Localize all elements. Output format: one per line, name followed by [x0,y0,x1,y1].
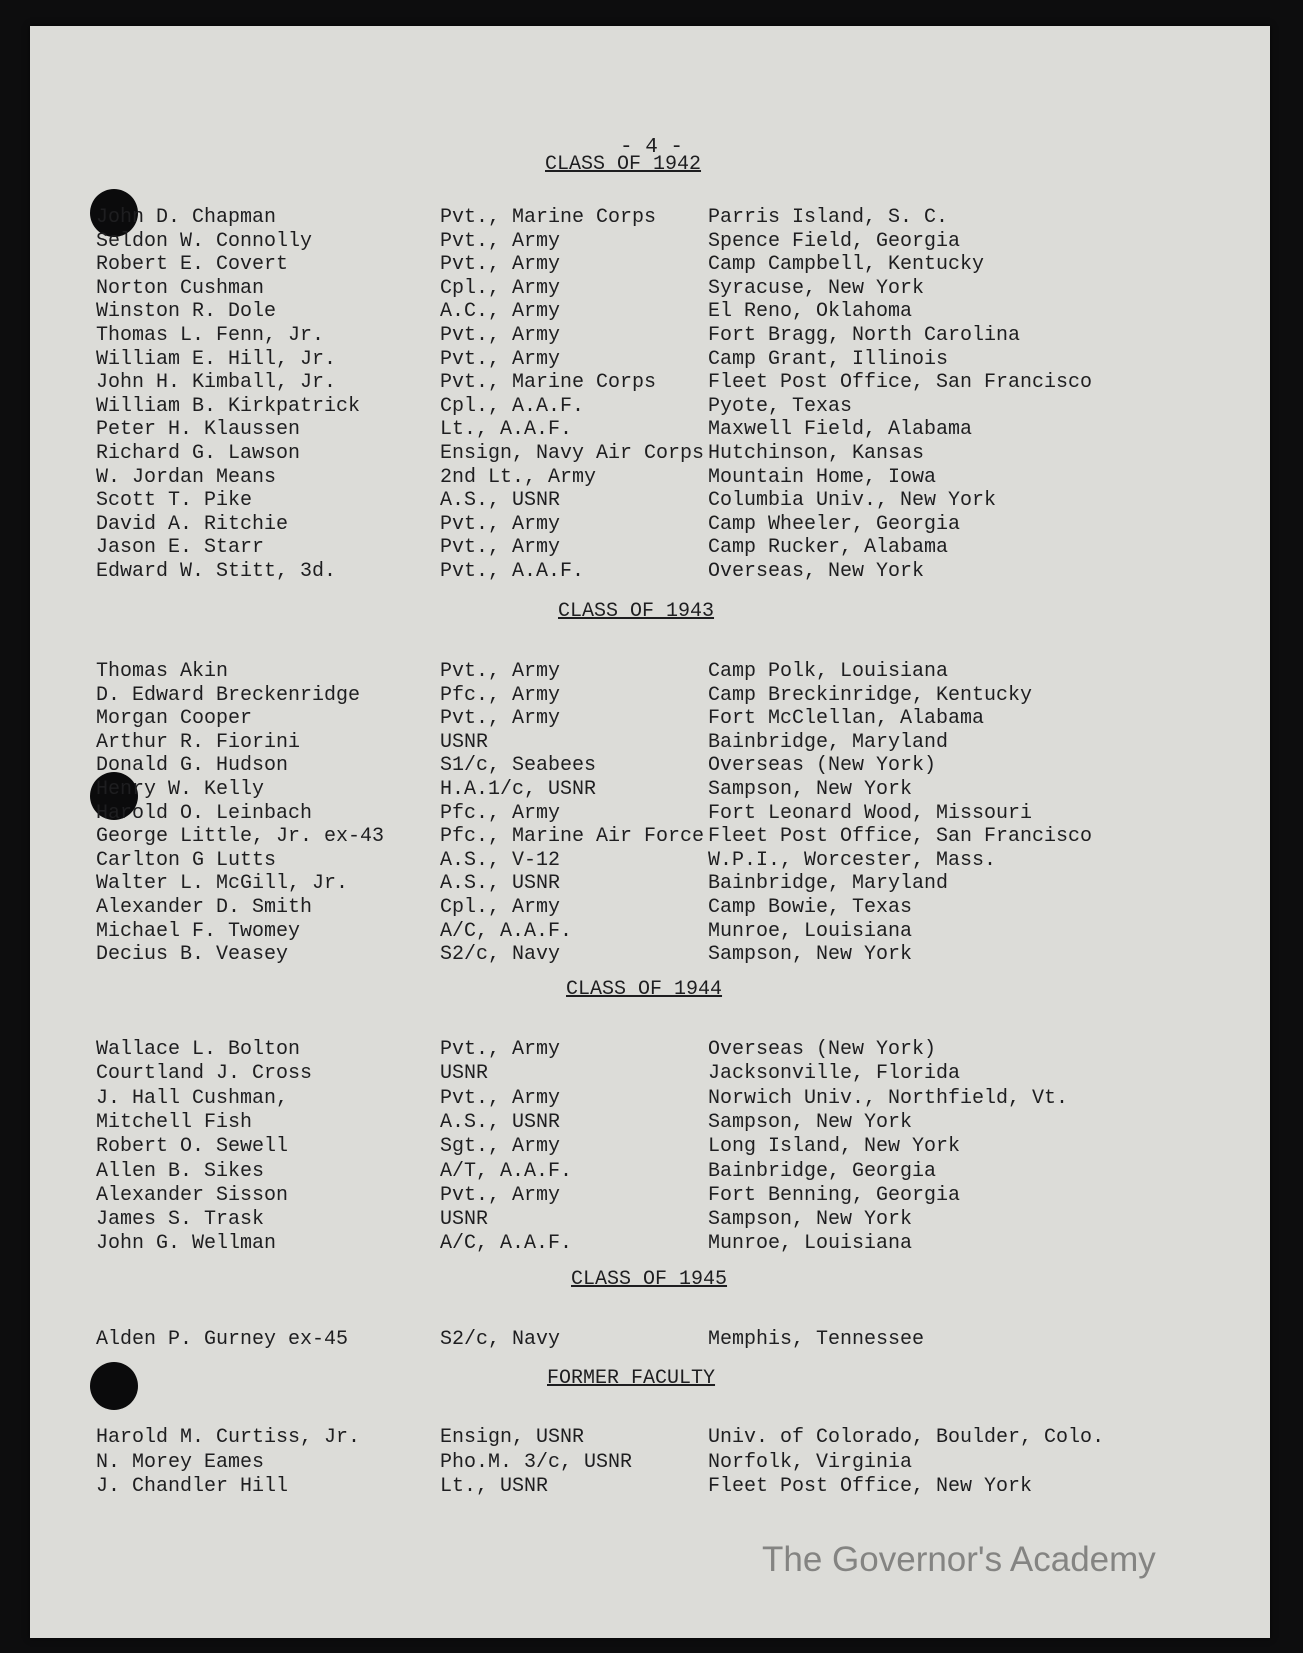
station-location: Camp Grant, Illinois [708,347,949,371]
page-number: - 4 - [620,136,684,159]
person-name: David A. Ritchie [96,512,289,536]
roster-row [30,849,1270,873]
person-name: Allen B. Sikes [96,1159,265,1183]
rank-branch: Pfc., Army [440,683,561,707]
person-name: Mitchell Fish [96,1110,253,1134]
station-location: Hutchinson, Kansas [708,442,925,465]
person-name: D. Edward Breckenridge [96,683,361,707]
roster-row [30,660,1270,684]
station-location: Bainbridge, Georgia [708,1159,937,1183]
person-name: James S. Trask [96,1208,265,1232]
station-location: Camp Breckinridge, Kentucky [708,683,1033,707]
station-location: Fort Benning, Georgia [708,1183,961,1207]
station-location: Columbia Univ., New York [708,489,997,513]
person-name: Winston R. Dole [96,300,277,324]
person-name: John G. Wellman [96,1232,277,1256]
station-location: Memphis, Tennessee [708,1328,925,1351]
rank-branch: Pfc., Marine Air Force [440,825,705,849]
person-name: Norton Cushman [96,276,265,300]
person-name: Arthur R. Fiorini [96,730,301,754]
station-location: Fleet Post Office, San Francisco [708,825,1093,849]
person-name: Jason E. Starr [96,536,265,560]
section-heading: CLASS OF 1942 [545,153,702,176]
section-heading: FORMER FACULTY [547,1367,716,1390]
rank-branch: S2/c, Navy [440,943,561,967]
roster-row [30,536,1270,560]
station-location: Pyote, Texas [708,394,853,418]
person-name: Seldon W. Connolly [96,229,313,253]
person-name: Richard G. Lawson [96,442,301,465]
roster-row [30,872,1270,896]
station-location: Camp Rucker, Alabama [708,536,949,560]
rank-branch: Pvt., Army [440,253,561,277]
watermark: The Governor's Academy [762,1540,1156,1579]
roster-row [30,1111,1270,1135]
roster-row [30,731,1270,755]
rank-branch: S1/c, Seabees [440,754,597,778]
station-location: El Reno, Oklahoma [708,300,913,324]
person-name: Robert O. Sewell [96,1135,289,1159]
roster-row [30,466,1270,490]
roster-row [30,395,1270,419]
person-name: N. Morey Eames [96,1450,265,1474]
rank-branch: A/C, A.A.F. [440,1232,573,1256]
person-name: Henry W. Kelly [96,778,265,801]
roster-row [30,230,1270,254]
rank-branch: Pvt., Army [440,347,561,371]
person-name: J. Hall Cushman, [96,1086,289,1110]
station-location: Fort McClellan, Alabama [708,707,985,731]
roster-row [30,825,1270,849]
section-heading: CLASS OF 1945 [571,1268,728,1291]
section-heading: CLASS OF 1943 [558,600,715,623]
rank-branch: Pvt., Army [440,1086,561,1110]
person-name: Alexander D. Smith [96,896,313,919]
person-name: John H. Kimball, Jr. [96,371,337,395]
station-location: Long Island, New York [708,1135,961,1159]
section-heading: CLASS OF 1944 [566,978,723,1001]
person-name: Alexander Sisson [96,1183,289,1207]
person-name: Edward W. Stitt, 3d. [96,560,337,583]
station-location: Jacksonville, Florida [708,1062,961,1086]
station-location: Camp Wheeler, Georgia [708,512,961,536]
station-location: Parris Island, S. C. [708,206,949,229]
station-location: Fleet Post Office, New York [708,1475,1033,1498]
rank-branch: Pvt., Army [440,536,561,560]
rank-branch: Pvt., Army [440,229,561,253]
person-name: Michael F. Twomey [96,919,301,943]
rank-branch: S2/c, Navy [440,1328,561,1351]
person-name: Thomas Akin [96,660,229,683]
station-location: Fort Bragg, North Carolina [708,324,1021,347]
rank-branch: Lt., USNR [440,1475,549,1498]
rank-branch: 2nd Lt., Army [440,465,597,489]
roster-row [30,560,1270,584]
rank-branch: Pvt., Army [440,707,561,731]
roster-row [30,1160,1270,1184]
person-name: Scott T. Pike [96,489,253,513]
rank-branch: A/T, A.A.F. [440,1159,573,1183]
station-location: Fort Leonard Wood, Missouri [708,801,1033,825]
station-location: Bainbridge, Maryland [708,730,949,754]
roster-row [30,300,1270,324]
roster-row [30,1038,1270,1062]
station-location: Norwich Univ., Northfield, Vt. [708,1086,1069,1110]
station-location: Norfolk, Virginia [708,1450,913,1474]
roster-row [30,707,1270,731]
station-location: Munroe, Louisiana [708,1232,913,1256]
rank-branch: Pvt., Army [440,324,561,347]
person-name: William B. Kirkpatrick [96,394,361,418]
rank-branch: Pvt., Army [440,1038,561,1061]
roster-row [30,802,1270,826]
station-location: Sampson, New York [708,943,913,967]
rank-branch: A.S., USNR [440,489,561,513]
roster-row [30,920,1270,944]
person-name: J. Chandler Hill [96,1475,289,1498]
rank-branch: Ensign, USNR [440,1426,585,1449]
rank-branch: Pho.M. 3/c, USNR [440,1450,633,1474]
station-location: Mountain Home, Iowa [708,465,937,489]
roster-row [30,1451,1270,1475]
rank-branch: A.S., V-12 [440,848,561,872]
station-location: Overseas (New York) [708,1038,937,1061]
station-location: W.P.I., Worcester, Mass. [708,848,997,872]
roster-row [30,943,1270,967]
rank-branch: Pvt., Army [440,1183,561,1207]
roster-row [30,489,1270,513]
rank-branch: USNR [440,1208,489,1232]
station-location: Munroe, Louisiana [708,919,913,943]
station-location: Univ. of Colorado, Boulder, Colo. [708,1426,1105,1449]
rank-branch: USNR [440,730,489,754]
station-location: Sampson, New York [708,1208,913,1232]
roster-row [30,778,1270,802]
person-name: W. Jordan Means [96,465,277,489]
roster-row [30,1184,1270,1208]
station-location: Camp Polk, Louisiana [708,660,949,683]
roster-row [30,896,1270,920]
person-name: Carlton G Lutts [96,848,277,872]
rank-branch: Sgt., Army [440,1135,561,1159]
rank-branch: Pfc., Army [440,801,561,825]
person-name: Morgan Cooper [96,707,253,731]
rank-branch: Lt., A.A.F. [440,418,573,442]
rank-branch: A/C, A.A.F. [440,919,573,943]
roster-row [30,442,1270,466]
person-name: Alden P. Gurney ex-45 [96,1328,349,1351]
rank-branch: Pvt., Army [440,512,561,536]
person-name: Decius B. Veasey [96,943,289,967]
roster-row [30,418,1270,442]
station-location: Camp Campbell, Kentucky [708,253,985,277]
roster-row [30,1062,1270,1086]
roster-row [30,1475,1270,1499]
station-location: Sampson, New York [708,778,913,801]
station-location: Syracuse, New York [708,276,925,300]
rank-branch: Ensign, Navy Air Corps [440,442,705,465]
person-name: Donald G. Hudson [96,754,289,778]
roster-row [30,1426,1270,1450]
rank-branch: Cpl., A.A.F. [440,394,585,418]
person-name: Thomas L. Fenn, Jr. [96,324,325,347]
person-name: Walter L. McGill, Jr. [96,872,349,896]
station-location: Overseas, New York [708,560,925,583]
rank-branch: Pvt., A.A.F. [440,560,585,583]
roster-row [30,1208,1270,1232]
roster-row [30,324,1270,348]
roster-row [30,1135,1270,1159]
rank-branch: A.S., USNR [440,1110,561,1134]
rank-branch: A.C., Army [440,300,561,324]
person-name: John D. Chapman [96,206,277,229]
roster-row [30,754,1270,778]
rank-branch: Pvt., Marine Corps [440,206,657,229]
station-location: Overseas (New York) [708,754,937,778]
person-name: Courtland J. Cross [96,1062,313,1086]
roster-row [30,253,1270,277]
roster-row [30,277,1270,301]
roster-row [30,684,1270,708]
rank-branch: H.A.1/c, USNR [440,778,597,801]
rank-branch: Pvt., Marine Corps [440,371,657,395]
station-location: Maxwell Field, Alabama [708,418,973,442]
document-page [30,26,1270,1638]
person-name: Harold O. Leinbach [96,801,313,825]
roster-row [30,1328,1270,1352]
person-name: Robert E. Covert [96,253,289,277]
roster-row [30,371,1270,395]
rank-branch: Pvt., Army [440,660,561,683]
station-location: Bainbridge, Maryland [708,872,949,896]
person-name: Harold M. Curtiss, Jr. [96,1426,361,1449]
roster-row [30,513,1270,537]
roster-row [30,348,1270,372]
person-name: Wallace L. Bolton [96,1038,301,1061]
station-location: Spence Field, Georgia [708,229,961,253]
station-location: Camp Bowie, Texas [708,896,913,919]
rank-branch: A.S., USNR [440,872,561,896]
roster-row [30,1087,1270,1111]
person-name: William E. Hill, Jr. [96,347,337,371]
person-name: George Little, Jr. ex-43 [96,825,385,849]
station-location: Fleet Post Office, San Francisco [708,371,1093,395]
roster-row [30,206,1270,230]
rank-branch: USNR [440,1062,489,1086]
roster-row [30,1232,1270,1256]
person-name: Peter H. Klaussen [96,418,301,442]
rank-branch: Cpl., Army [440,896,561,919]
station-location: Sampson, New York [708,1110,913,1134]
rank-branch: Cpl., Army [440,276,561,300]
punch-hole [90,1362,138,1410]
